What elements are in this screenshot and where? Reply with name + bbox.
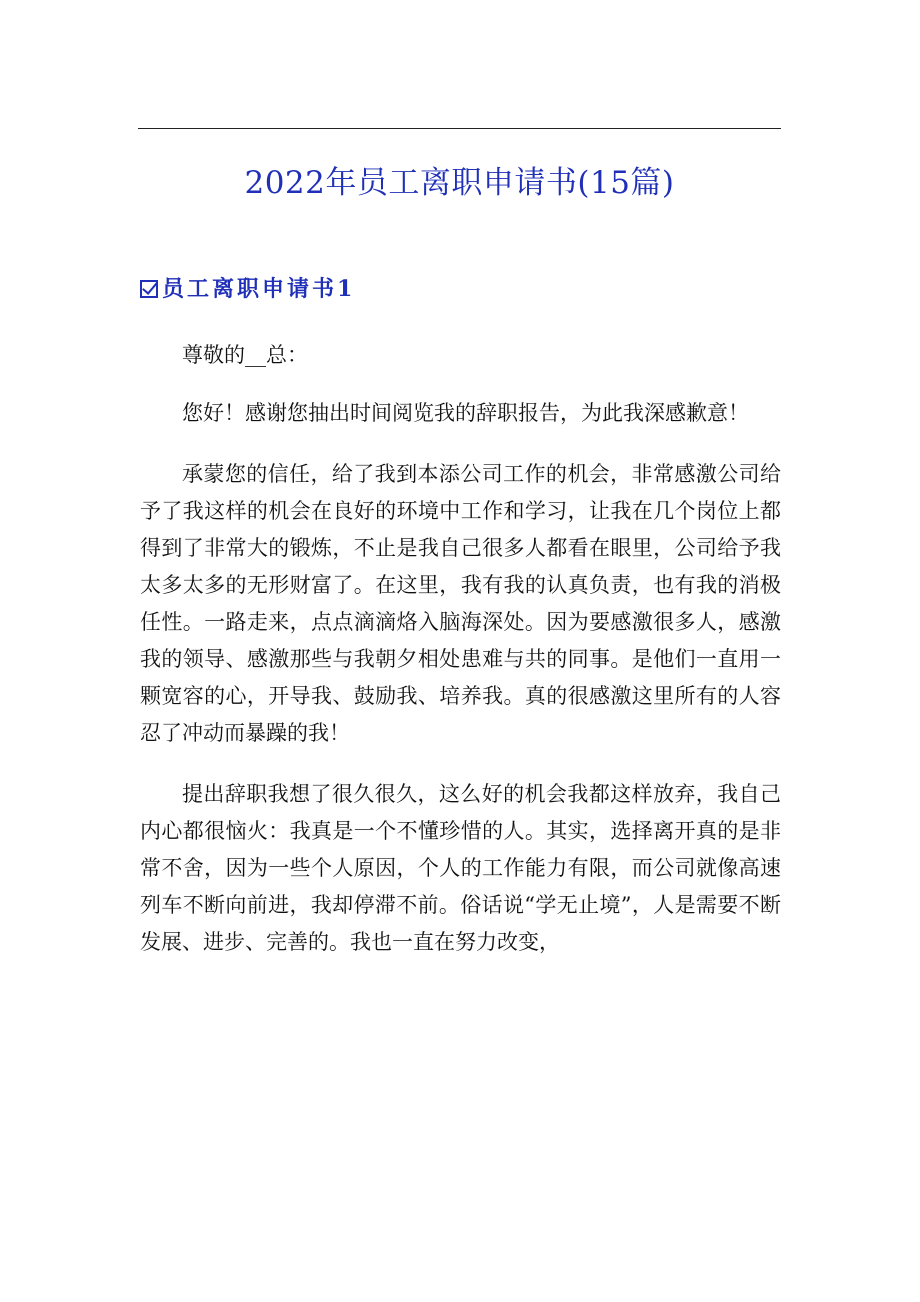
paragraph: 提出辞职我想了很久很久，这么好的机会我都这样放弃，我自己内心都很恼火：我真是一个不懂珍惜的人。其实，选择离开真的是非常不舍，因为一些个人原因，个人的工作能力有限，而公司就像高速列车不断向前进，我却停滞不前。俗话说“学无止境”，人是需要不断发展、进步、完善的。我也一直在努力改变， xyxy=(140,782,781,954)
section-heading-text: 员工离职申请书1 xyxy=(162,276,356,302)
section-body xyxy=(140,337,781,961)
salutation: 尊敬的__总： xyxy=(182,343,308,367)
header-rule xyxy=(138,128,781,129)
paragraph: 您好！感谢您抽出时间阅览我的辞职报告，为此我深感歉意！ xyxy=(182,401,749,425)
checkbox-checked-icon xyxy=(140,280,158,298)
section-heading xyxy=(140,272,355,306)
paragraph: 承蒙您的信任，给了我到本添公司工作的机会，非常感激公司给予了我这样的机会在良好的环境中工作和学习，让我在几个岗位上都得到了非常大的锻炼，不止是我自己很多人都看在眼里，公司给予我太多太多的无形财富了。在这里，我有我的认真负责，也有我的消极任性。一路走来，点点滴滴烙入脑海深处。因为要感激很多人，感激我的领导、感激那些与我朝夕相处患难与共的同事。是他们一直用一颗宽容的心，开导我、鼓励我、培养我。真的很感激这里所有的人容忍了冲动而暴躁的我！ xyxy=(140,462,781,745)
document-title: 2022年员工离职申请书(15篇) xyxy=(244,165,675,201)
